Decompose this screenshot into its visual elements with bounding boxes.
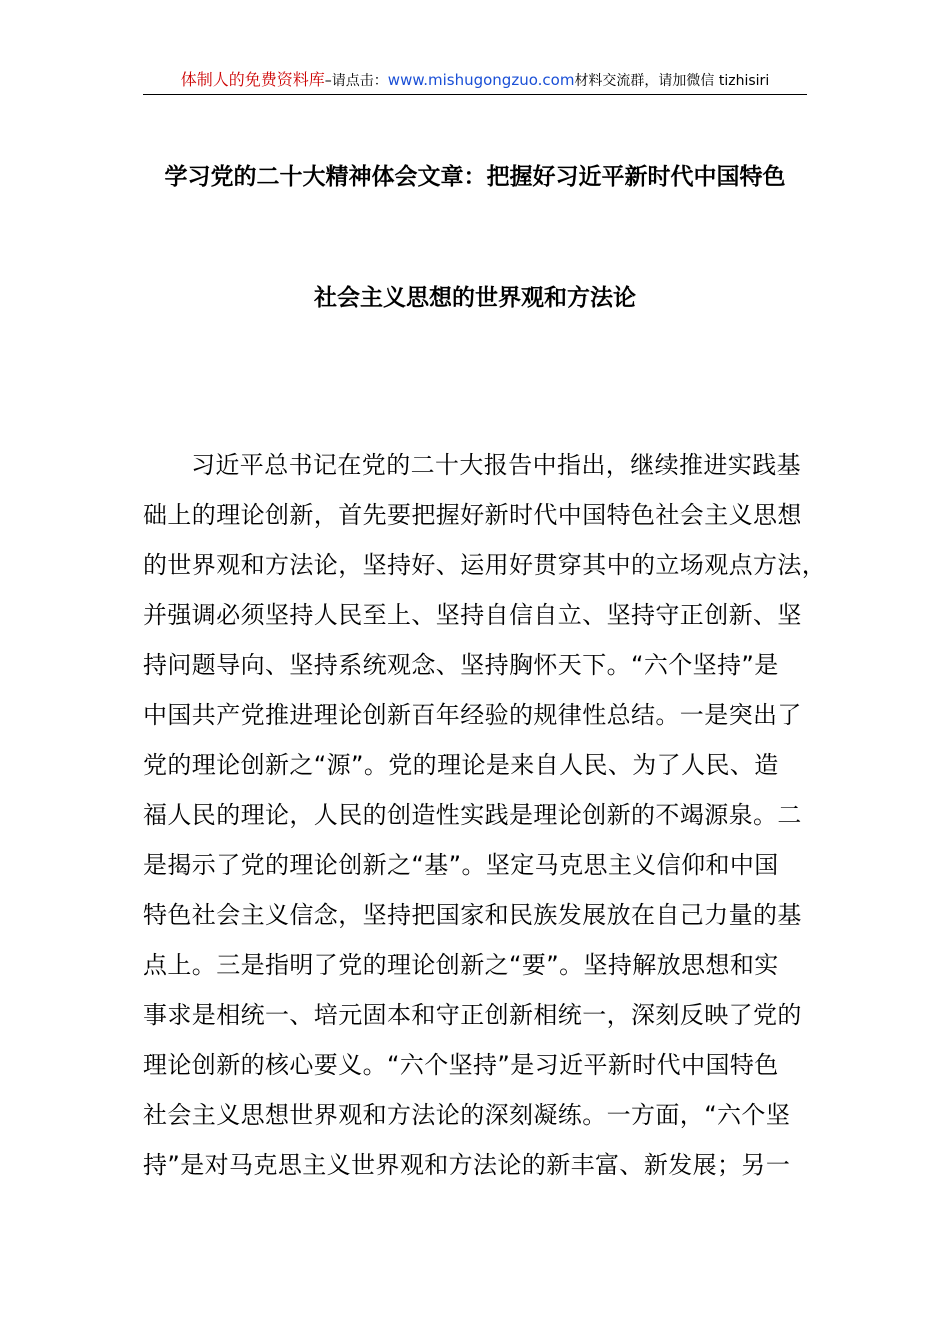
header-contact: 材料交流群，请加微信 tizhisiri	[574, 73, 770, 89]
body-line: 福人民的理论，人民的创造性实践是理论创新的不竭源泉。二	[143, 801, 802, 829]
document-title-line-2: 社会主义思想的世界观和方法论	[314, 285, 636, 311]
body-line: 事求是相统一、培元固本和守正创新相统一，深刻反映了党的	[143, 1001, 802, 1029]
body-line: 的世界观和方法论，坚持好、运用好贯穿其中的立场观点方法，	[143, 551, 827, 579]
body-line: 并强调必须坚持人民至上、坚持自信自立、坚持守正创新、坚	[143, 601, 802, 629]
body-line: 党的理论创新之“源”。党的理论是来自人民、为了人民、造	[143, 751, 779, 779]
body-line: 是揭示了党的理论创新之“基”。坚定马克思主义信仰和中国	[143, 851, 779, 879]
body-line: 社会主义思想世界观和方法论的深刻凝练。一方面，“六个坚	[143, 1101, 791, 1129]
header-brand: 体制人的免费资料库	[180, 70, 325, 89]
document-title-line-1: 学习党的二十大精神体会文章：把握好习近平新时代中国特色	[164, 164, 786, 190]
body-line: 础上的理论创新，首先要把握好新时代中国特色社会主义思想	[143, 501, 802, 529]
header-url-link[interactable]: www.mishugongzuo.com	[387, 71, 575, 89]
body-line: 中国共产党推进理论创新百年经验的规律性总结。一是突出了	[143, 701, 802, 729]
body-line: 理论创新的核心要义。“六个坚持”是习近平新时代中国特色	[143, 1051, 779, 1079]
body-line: 点上。三是指明了党的理论创新之“要”。坚持解放思想和实	[143, 951, 779, 979]
body-line: 持问题导向、坚持系统观念、坚持胸怀天下。“六个坚持”是	[143, 651, 779, 679]
body-paragraph	[143, 446, 827, 1196]
body-line: 持”是对马克思主义世界观和方法论的新丰富、新发展；另一	[143, 1151, 791, 1179]
body-line: 习近平总书记在党的二十大报告中指出，继续推进实践基	[191, 451, 801, 479]
body-line: 特色社会主义信念，坚持把国家和民族发展放在自己力量的基	[143, 901, 802, 929]
header-prompt: –请点击：	[324, 73, 388, 89]
page-header	[143, 66, 807, 95]
